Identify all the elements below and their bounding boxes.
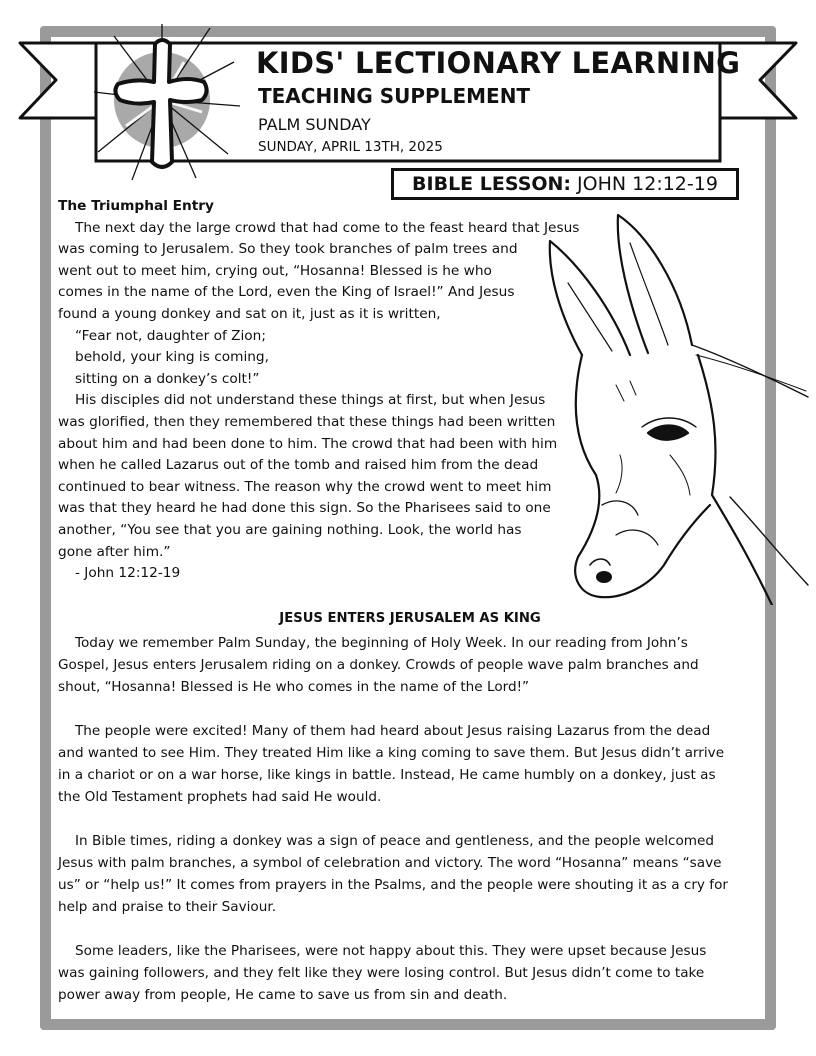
scripture-line: His disciples did not understand these things at first, but when Jesus — [75, 392, 546, 409]
scripture-line: went out to meet him, crying out, “Hosanna! Blessed is he who — [58, 262, 492, 279]
article-line: help and praise to their Saviour. — [58, 899, 277, 915]
scripture-line: comes in the name of the Lord, even the King of Israel!” And Jesus — [58, 284, 515, 301]
scripture-line: was glorified, then they remembered that these things had been written — [58, 413, 556, 430]
scripture-line: gone after him.” — [58, 543, 171, 560]
page-subtitle: TEACHING SUPPLEMENT — [258, 84, 531, 108]
bible-lesson-reference: JOHN 12:12-19 — [577, 173, 718, 195]
article-line: Today we remember Palm Sunday, the beginning of Holy Week. In our reading from John’s — [75, 635, 688, 651]
scripture-line: sitting on a donkey’s colt!” — [75, 370, 260, 387]
page-frame-left — [40, 26, 51, 1030]
scripture-line: was that they heard he had done this sign. So the Pharisees said to one — [58, 500, 551, 517]
scripture-line: continued to bear witness. The reason why the crowd went to meet him — [58, 478, 552, 495]
article-line: power away from people, He came to save us from sin and death. — [58, 987, 508, 1003]
article-line: and wanted to see Him. They treated Him like a king coming to save them. But Jesus didn’t arrive — [58, 745, 725, 761]
scripture-passage — [58, 196, 618, 585]
page-title: KIDS' LECTIONARY LEARNING — [256, 46, 741, 80]
article-line: shout, “Hosanna! Blessed is He who comes in the name of the Lord!” — [58, 679, 530, 695]
article-body — [58, 632, 764, 1006]
article-line: the Old Testament prophets had said He would. — [58, 789, 382, 805]
scripture-line: behold, your king is coming, — [75, 349, 269, 366]
article-line: in a chariot or on a war horse, like kings in battle. Instead, He came humbly on a donkey, just as — [58, 767, 716, 783]
article-line: Gospel, Jesus enters Jerusalem riding on a donkey. Crowds of people wave palm branches and — [58, 657, 699, 673]
article-title: JESUS ENTERS JERUSALEM AS KING — [279, 611, 541, 626]
scripture-citation: - John 12:12-19 — [75, 565, 181, 582]
liturgical-day: PALM SUNDAY — [258, 115, 371, 134]
scripture-line: about him and had been done to him. The crowd that had been with him — [58, 435, 558, 452]
scripture-line: The next day the large crowd that had come to the feast heard that Jesus — [75, 219, 580, 236]
radiant-cross-icon — [92, 22, 242, 182]
scripture-line: found a young donkey and sat on it, just as it is written, — [58, 305, 441, 322]
bible-lesson-label: BIBLE LESSON: — [412, 173, 572, 195]
article-line: us” or “help us!” It comes from prayers in the Psalms, and the people were shouting it as a cry for — [58, 877, 728, 893]
scripture-heading: The Triumphal Entry — [58, 198, 214, 214]
article-line: Some leaders, like the Pharisees, were not happy about this. They were upset because Jesus — [75, 943, 707, 959]
article-line: Jesus with palm branches, a symbol of celebration and victory. The word “Hosanna” means “save — [58, 855, 722, 871]
lesson-date: SUNDAY, APRIL 13TH, 2025 — [258, 139, 443, 155]
scripture-line: when he called Lazarus out of the tomb and raised him from the dead — [58, 457, 539, 474]
article-line: was gaining followers, and they felt like they were losing control. But Jesus didn’t come to take — [58, 965, 705, 981]
scripture-line: was coming to Jerusalem. So they took branches of palm trees and — [58, 241, 518, 258]
article-line: The people were excited! Many of them had heard about Jesus raising Lazarus from the dead — [75, 723, 711, 739]
scripture-line: “Fear not, daughter of Zion; — [75, 327, 266, 344]
page-frame-bottom — [40, 1019, 776, 1030]
article-line: In Bible times, riding a donkey was a sign of peace and gentleness, and the people welcomed — [75, 833, 715, 849]
scripture-line: another, “You see that you are gaining nothing. Look, the world has — [58, 521, 522, 538]
